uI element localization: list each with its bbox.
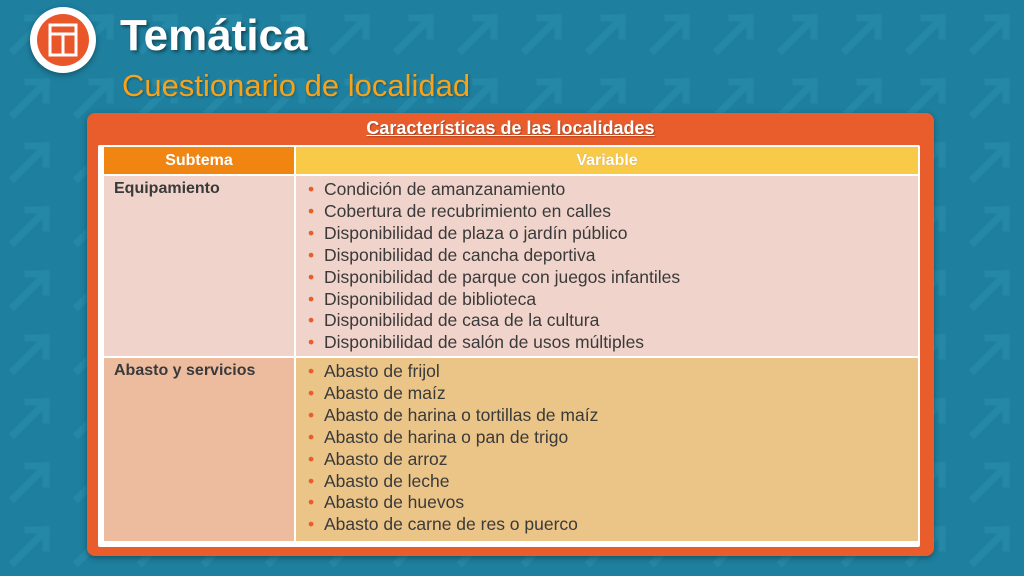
header-variable: Variable (296, 147, 918, 174)
header-subtema: Subtema (104, 147, 294, 174)
list-item: • Cobertura de recubrimiento en calles (308, 200, 611, 221)
table-row-abasto (104, 358, 918, 541)
page-title: Temática (120, 11, 308, 60)
variable-cell (296, 176, 918, 356)
list-item: • Disponibilidad de casa de la cultura (308, 310, 600, 331)
list-item: • Disponibilidad de plaza o jardín público (308, 222, 628, 243)
list-item: • Abasto de harina o tortillas de maíz (308, 404, 599, 425)
panel-title: Características de las localidades (366, 118, 655, 138)
list-item: • Condición de amanzanamiento (308, 179, 566, 199)
list-item: • Abasto de frijol (308, 361, 440, 381)
list-item: • Abasto de carne de res o puerco (308, 514, 578, 535)
list-item: • Disponibilidad de biblioteca (308, 288, 537, 309)
list-item: • Abasto de maíz (308, 382, 446, 403)
list-item: • Abasto de arroz (308, 448, 448, 469)
list-item: • Abasto de harina o pan de trigo (308, 426, 569, 447)
list-item: • Disponibilidad de cancha deportiva (308, 244, 596, 265)
variable-list (306, 361, 908, 536)
characteristics-table (98, 145, 920, 547)
variable-cell (296, 358, 918, 541)
list-item: • Disponibilidad de salón de usos múltiples (308, 332, 645, 353)
table-row-equipamiento (104, 176, 918, 356)
characteristics-panel (87, 113, 934, 556)
page-subtitle: Cuestionario de localidad (122, 68, 471, 103)
list-item: • Abasto de huevos (308, 492, 465, 513)
subtema-cell: Equipamiento (104, 176, 294, 356)
list-item: • Abasto de leche (308, 470, 450, 491)
subtema-cell: Abasto y servicios (104, 358, 294, 541)
table-header-row (104, 147, 918, 174)
variable-list (306, 179, 908, 354)
table-grid-icon (37, 14, 89, 66)
logo-badge (30, 7, 96, 73)
list-item: • Disponibilidad de parque con juegos infantiles (308, 266, 681, 287)
